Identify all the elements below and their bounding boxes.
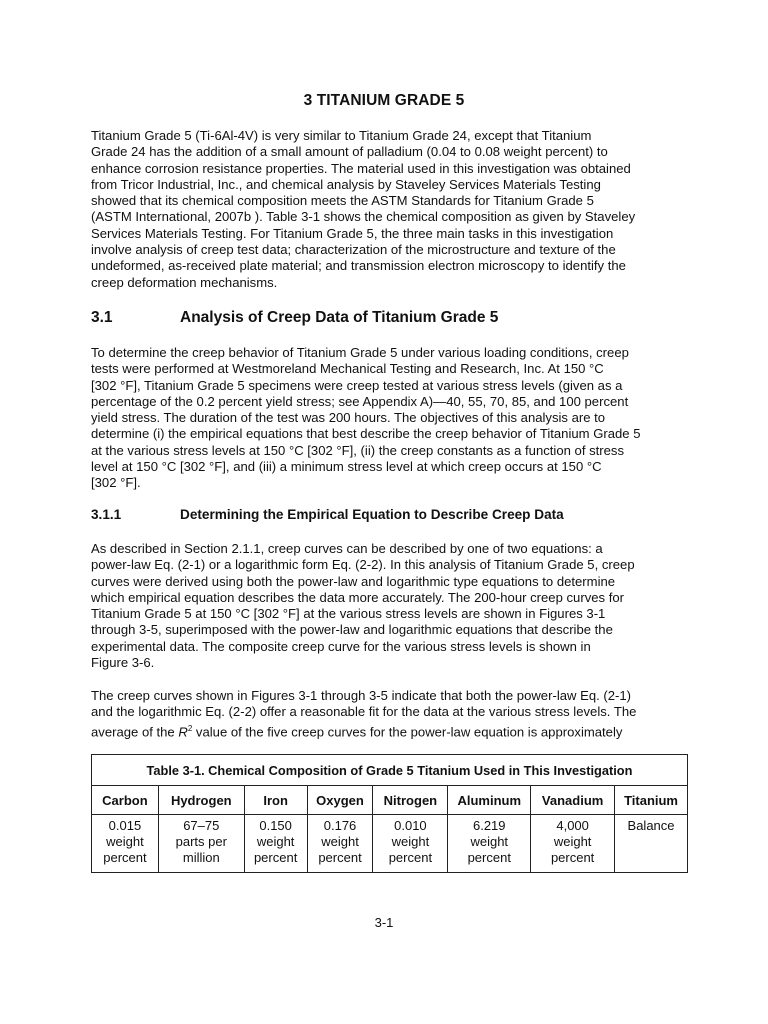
text-line: [302 °F]. <box>91 475 141 491</box>
text-line: enhance corrosion resistance properties. The material used in this investigation was obtained <box>91 160 631 176</box>
table-cell <box>615 815 688 873</box>
text-line: [302 °F], Titanium Grade 5 specimens were creep tested at various stress levels (given as a <box>91 377 623 393</box>
cell-line: weight <box>256 834 295 849</box>
table-cell <box>92 815 159 873</box>
column-header: Nitrogen <box>373 786 448 815</box>
text-line: determine (i) the empirical equations that best describe the creep behavior of Titanium Grade 5 <box>91 426 641 442</box>
composition-table <box>91 754 688 873</box>
r-squared-variable: R <box>178 723 188 739</box>
text-line: power-law Eq. (2-1) or a logarithmic form Eq. (2-2). In this analysis of Titanium Grade 5, creep <box>91 557 635 573</box>
cell-line: 0.015 <box>108 818 142 833</box>
table-cell <box>244 815 307 873</box>
cell-line: 0.150 <box>259 818 292 833</box>
chapter-title: 3 TITANIUM GRADE 5 <box>303 92 465 109</box>
text-line: level at 150 °C [302 °F], and (iii) a minimum stress level at which creep occurs at 150 °C <box>91 459 602 475</box>
cell-line: percent <box>318 850 362 865</box>
text-line: experimental data. The composite creep curve for the various stress levels is shown in <box>91 638 591 654</box>
section-number: 3.1 <box>91 309 113 326</box>
cell-line: weight <box>106 834 144 849</box>
cell-line: weight <box>553 834 592 849</box>
cell-line: 0.010 <box>394 818 427 833</box>
text-line: yield stress. The duration of the test was 200 hours. The objectives of this analysis are to <box>91 410 606 426</box>
cell-line: 6.219 <box>472 818 506 833</box>
text-line: Services Materials Testing. For Titanium Grade 5, the three main tasks in this investigation <box>91 225 614 241</box>
intro-paragraph <box>91 128 681 291</box>
text-line: Titanium Grade 5 (Ti-6Al-4V) is very similar to Titanium Grade 24, except that Titanium <box>91 128 592 143</box>
cell-line: million <box>182 850 220 865</box>
text-line: As described in Section 2.1.1, creep curves can be described by one of two equations: a <box>91 541 603 556</box>
table-caption: Table 3-1. Chemical Composition of Grade 5 Titanium Used in This Investigation <box>92 755 688 786</box>
cell-line: parts per <box>175 834 227 849</box>
text-line: curves were derived using both the power-law and logarithmic type equations to determine <box>91 573 616 589</box>
section-title: Determining the Empirical Equation to Describe Creep Data <box>180 507 564 522</box>
section-title: Analysis of Creep Data of Titanium Grade 5 <box>180 309 499 326</box>
text-line: Figure 3-6. <box>91 655 155 671</box>
text-line: To determine the creep behavior of Titanium Grade 5 under various loading conditions, creep <box>91 345 629 360</box>
text-line: percentage of the 0.2 percent yield stress; see Appendix A)—40, 55, 70, 85, and 100 percent <box>91 393 629 409</box>
text-line: from Tricor Industrial, Inc., and chemical analysis by Staveley Services Materials Testing <box>91 176 601 192</box>
section-3-1-paragraph <box>91 345 681 492</box>
superscript: 2 <box>187 723 193 733</box>
text-line: The creep curves shown in Figures 3-1 through 3-5 indicate that both the power-law Eq. (2-1) <box>91 688 632 703</box>
table-cell <box>448 815 531 873</box>
cell-line: Balance <box>627 818 675 833</box>
text-line: and the logarithmic Eq. (2-2) offer a reasonable fit for the data at the various stress levels. The <box>91 704 637 720</box>
fit-paragraph <box>91 688 681 740</box>
column-header: Oxygen <box>307 786 373 815</box>
table-cell <box>307 815 373 873</box>
table-cell <box>531 815 615 873</box>
text-line: Titanium Grade 5 at 150 °C [302 °F] at the various stress levels are shown in Figures 3-1 <box>91 606 606 622</box>
table-row <box>92 815 688 873</box>
section-number: 3.1.1 <box>91 507 122 522</box>
text-line: which empirical equation describes the data more accurately. The 200-hour creep curves for <box>91 589 624 605</box>
table-cell <box>158 815 244 873</box>
column-header: Aluminum <box>448 786 531 815</box>
text-line: at the various stress levels at 150 °C [302 °F], (ii) the creep constants as a function of stress <box>91 442 625 458</box>
cell-line: weight <box>321 834 359 849</box>
cell-line: percent <box>467 850 511 865</box>
text-run: average of the <box>91 723 179 739</box>
cell-line: percent <box>388 850 433 865</box>
text-line <box>91 721 681 741</box>
text-line: involve analysis of creep test data; characterization of the microstructure and texture of the <box>91 242 616 258</box>
column-header: Hydrogen <box>158 786 244 815</box>
section-3-1-1-paragraph <box>91 541 681 671</box>
cell-line: 0.176 <box>323 818 357 833</box>
text-line: creep deformation mechanisms. <box>91 274 278 290</box>
column-header: Carbon <box>92 786 159 815</box>
cell-line: percent <box>103 850 147 865</box>
text-line: showed that its chemical composition meets the ASTM Standards for Titanium Grade 5 <box>91 193 594 209</box>
text-line: tests were performed at Westmoreland Mechanical Testing and Research, Inc. At 150 °C <box>91 361 604 377</box>
table-cell <box>373 815 448 873</box>
text-run: value of the five creep curves for the power-law equation is approximately <box>192 723 623 739</box>
cell-line: 4,000 <box>556 818 589 833</box>
cell-line: percent <box>550 850 595 865</box>
text-line: Grade 24 has the addition of a small amount of palladium (0.04 to 0.08 weight percent) to <box>91 144 608 160</box>
column-header: Iron <box>244 786 307 815</box>
column-header: Titanium <box>615 786 688 815</box>
cell-line: weight <box>391 834 430 849</box>
column-header: Vanadium <box>531 786 615 815</box>
cell-line: percent <box>253 850 298 865</box>
table-header-row <box>92 786 688 815</box>
text-line: undeformed, as-received plate material; and transmission electron microscopy to identify the <box>91 258 626 274</box>
page-number: 3-1 <box>374 915 394 930</box>
text-line: through 3-5, superimposed with the power-law and logarithmic equations that describe the <box>91 622 613 638</box>
cell-line: weight <box>470 834 509 849</box>
text-line: (ASTM International, 2007b ). Table 3-1 shows the chemical composition as given by Staveley <box>91 209 636 225</box>
cell-line: 67–75 <box>183 818 220 833</box>
